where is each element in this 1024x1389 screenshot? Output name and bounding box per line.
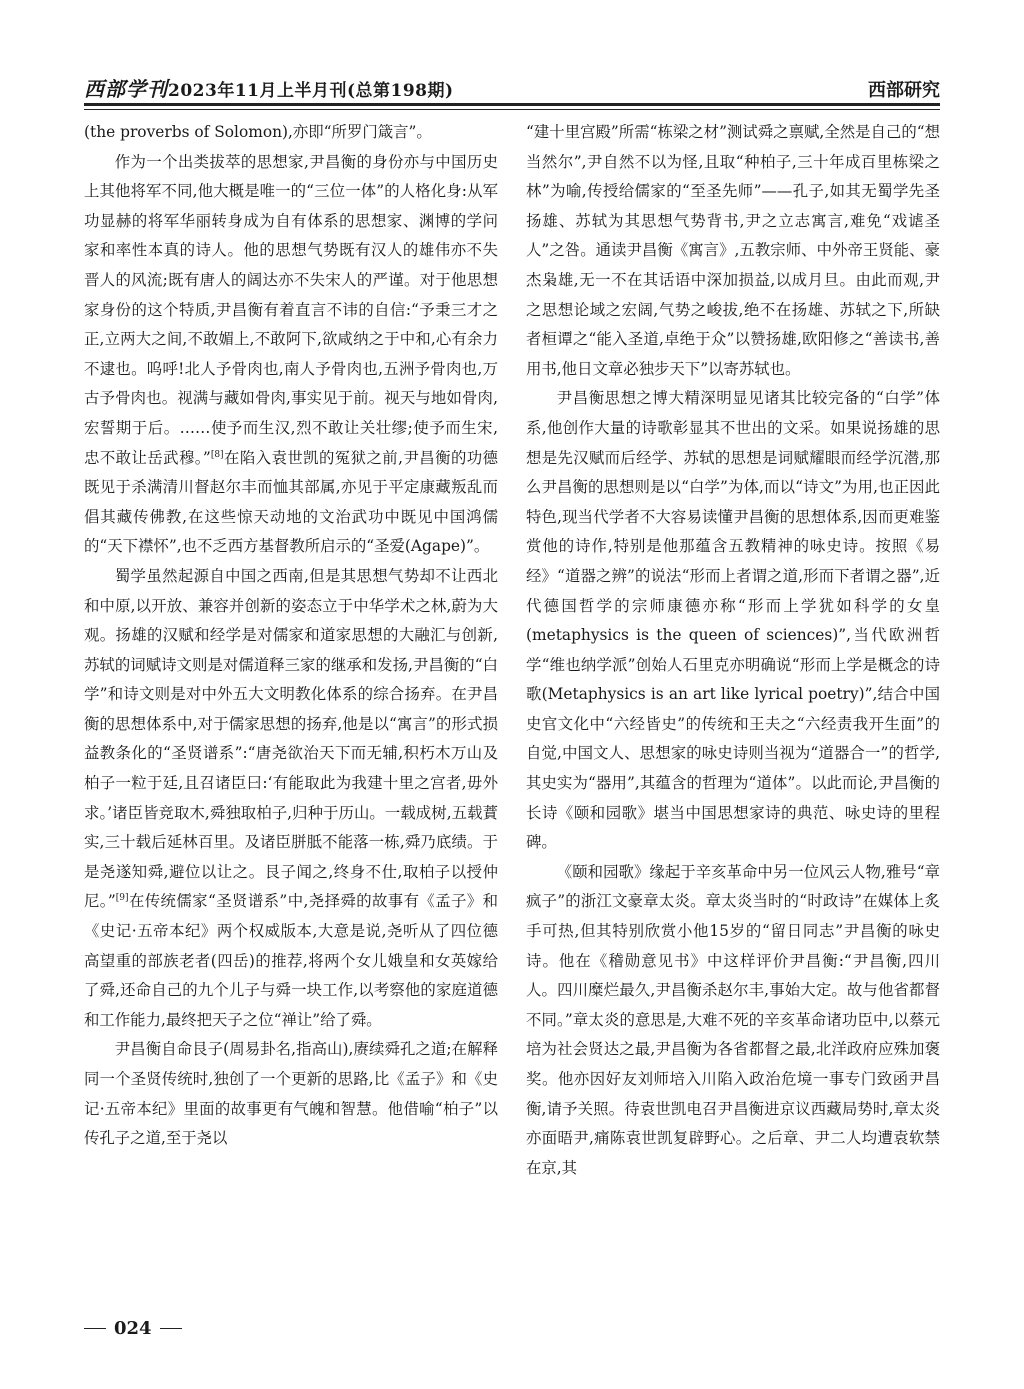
citation-ref: [8] bbox=[210, 449, 224, 460]
paragraph-text: 在传统儒家“圣贤谱系”中,尧择舜的故事有《孟子》和《史记·五帝本纪》两个权威版本,大意是说,尧听从了四位德高望重的部族老者(四岳)的推荐,将两个女儿娥皇和女英嫁给了舜,还命自己的九个儿子与舜一块工作,以考察他的家庭道德和工作能力,最终把天子之位“禅让”给了舜。 bbox=[84, 892, 498, 1029]
paragraph-text: 作为一个出类拔萃的思想家,尹昌衡的身份亦与中国历史上其他将军不同,他大概是唯一的“三位一体”的人格化身:从军功显赫的将军华丽转身成为自有体系的思想家、渊博的学问家和率性本真的诗人。他的思想气势既有汉人的雄伟亦不失晋人的风流;既有唐人的阔达亦不失宋人的严谨。对于他思想家身份的这个特质,尹昌衡有着直言不讳的自信:“予秉三才之正,立两大之间,不敢媚上,不敢阿下,欲咸纳之于中和,心有余力不逮也。呜呼!北人予骨肉也,南人予骨肉也,五洲予骨肉也,万古予骨肉也。视满与藏如骨肉,事实见于前。视天与地如骨肉,宏誓期于后。……使予而生汉,烈不敢让关壮缪;使予而生宋,忠不敢让岳武穆。” bbox=[84, 152, 498, 467]
section-title: 西部研究 bbox=[868, 80, 940, 101]
page-footer bbox=[84, 1318, 182, 1339]
right-column bbox=[526, 118, 940, 1313]
paragraph: 《颐和园歌》缘起于辛亥革命中另一位风云人物,雅号“章疯子”的浙江文豪章太炎。章太炎当时的“时政诗”在媒体上炙手可热,但其特别欣赏小他15岁的“留日同志”尹昌衡的咏史诗。他在《稽勋意见书》中这样评价尹昌衡:“尹昌衡,四川人。四川糜烂最久,尹昌衡杀赵尔丰,事始大定。故与他省都督不同。”章太炎的意思是,大难不死的辛亥革命诸功臣中,以蔡元培为社会贤达之最,尹昌衡为各省都督之最,北洋政府应殊加褒奖。他亦因好友刘师培入川陷入政治危境一事专门致函尹昌衡,请予关照。待袁世凯电召尹昌衡进京议西藏局势时,章太炎亦面晤尹,痛陈袁世凯复辟野心。之后章、尹二人均遭袁软禁在京,其 bbox=[526, 862, 940, 1177]
paragraph bbox=[84, 148, 498, 562]
paragraph-text: 蜀学虽然起源自中国之西南,但是其思想气势却不让西北和中原,以开放、兼容并创新的姿态立于中华学术之林,蔚为大观。扬雄的汉赋和经学是对儒家和道家思想的大融汇与创新,苏轼的词赋诗文则是对儒道释三家的继承和发扬,尹昌衡的“白学”和诗文则是对中外五大文明教化体系的综合扬弃。在尹昌衡的思想体系中,对于儒家思想的扬弃,他是以“寓言”的形式损益教条化的“圣贤谱系”:“唐尧欲治天下而无辅,积朽木万山及柏子一粒于廷,且召诸臣曰:‘有能取此为我建十里之宫者,毋外求。’诸臣皆竞取木,舜独取柏子,归种于历山。一载成树,五载蕡实,三十载后延林百里。及诸臣胼胝不能落一栋,舜乃底绩。于是尧遂知舜,避位以让之。艮子闻之,终身不仕,取柏子以授仲尼。” bbox=[84, 566, 498, 911]
issue-info: 2023年11月上半月刊(总第198期) bbox=[168, 81, 454, 101]
left-column bbox=[84, 118, 498, 1313]
journal-info bbox=[84, 73, 454, 102]
paragraph: 尹昌衡思想之博大精深明显见诸其比较完备的“白学”体系,他创作大量的诗歌彰显其不世出的文采。如果说扬雄的思想是先汉赋而后经学、苏轼的思想是词赋耀眼而经学沉潜,那么尹昌衡的思想则是以“白学”为体,而以“诗文”为用,也正因此特色,现当代学者不大容易读懂尹昌衡的思想体系,因而更难鉴赏他的诗作,特别是他那蕴含五教精神的咏史诗。按照《易经》“道器之辨”的说法“形而上者谓之道,形而下者谓之器”,近代德国哲学的宗师康德亦称“形而上学犹如科学的女皇(metaphysics is the queen of sciences)”,当代欧洲哲学“维也纳学派”创始人石里克亦明确说“形而上学是概念的诗歌(Metaphysics is an art like lyrical poetry)”,结合中国史官文化中“六经皆史”的传统和王夫之“六经责我开生面”的自觉,中国文人、思想家的咏史诗则当视为“道器合一”的哲学,其史实为“器用”,其蕴含的哲理为“道体”。以此而论,尹昌衡的长诗《颐和园歌》堪当中国思想家诗的典范、咏史诗的里程碑。 bbox=[526, 389, 940, 852]
paragraph bbox=[84, 562, 498, 1036]
header-rule-thin bbox=[84, 109, 940, 110]
footer-dash-left bbox=[84, 1328, 106, 1330]
paragraph: “建十里宫殿”所需“栋梁之材”测试舜之禀赋,全然是自己的“想当然尔”,尹自然不以为怪,且取“种柏子,三十年成百里栋梁之林”为喻,传授给儒家的“至圣先师”——孔子,如其无蜀学先圣扬雄、苏轼为其思想气势背书,尹之立志寓言,难免“戏谑圣人”之咎。通读尹昌衡《寓言》,五教宗师、中外帝王贤能、豪杰枭雄,无一不在其话语中深加损益,以成月旦。由此而观,尹之思想论域之宏阔,气势之峻拔,绝不在扬雄、苏轼之下,所缺者桓谭之“能入圣道,卓绝于众”以赞扬雄,欧阳修之“善读书,善用书,他日文章必独步天下”以寄苏轼也。 bbox=[526, 123, 940, 378]
paragraph-text: 在陷入袁世凯的冤狱之前,尹昌衡的功德既见于杀满清川督赵尔丰而恤其部属,亦见于平定康藏叛乱而倡其藏传佛教,在这些惊天动地的文治武功中既见中国鸿儒的“天下襟怀”,也不乏西方基督教所启示的“圣爱(Agape)”。 bbox=[84, 448, 498, 556]
footer-dash-right bbox=[160, 1328, 182, 1330]
page-number: 024 bbox=[114, 1318, 152, 1339]
paragraph: 尹昌衡自命艮子(周易卦名,指高山),赓续舜孔之道;在解释同一个圣贤传统时,独创了一个更新的思路,比《孟子》和《史记·五帝本纪》里面的故事更有气魄和智慧。他借喻“柏子”以传孔子之道,至于尧以 bbox=[84, 1040, 498, 1148]
journal-logo: 西部学刊 bbox=[84, 77, 168, 101]
page-header bbox=[84, 66, 940, 102]
paragraph: (the proverbs of Solomon),亦即“所罗门箴言”。 bbox=[84, 123, 432, 141]
citation-ref: [9] bbox=[115, 893, 129, 904]
header-rule-thick bbox=[84, 103, 940, 106]
